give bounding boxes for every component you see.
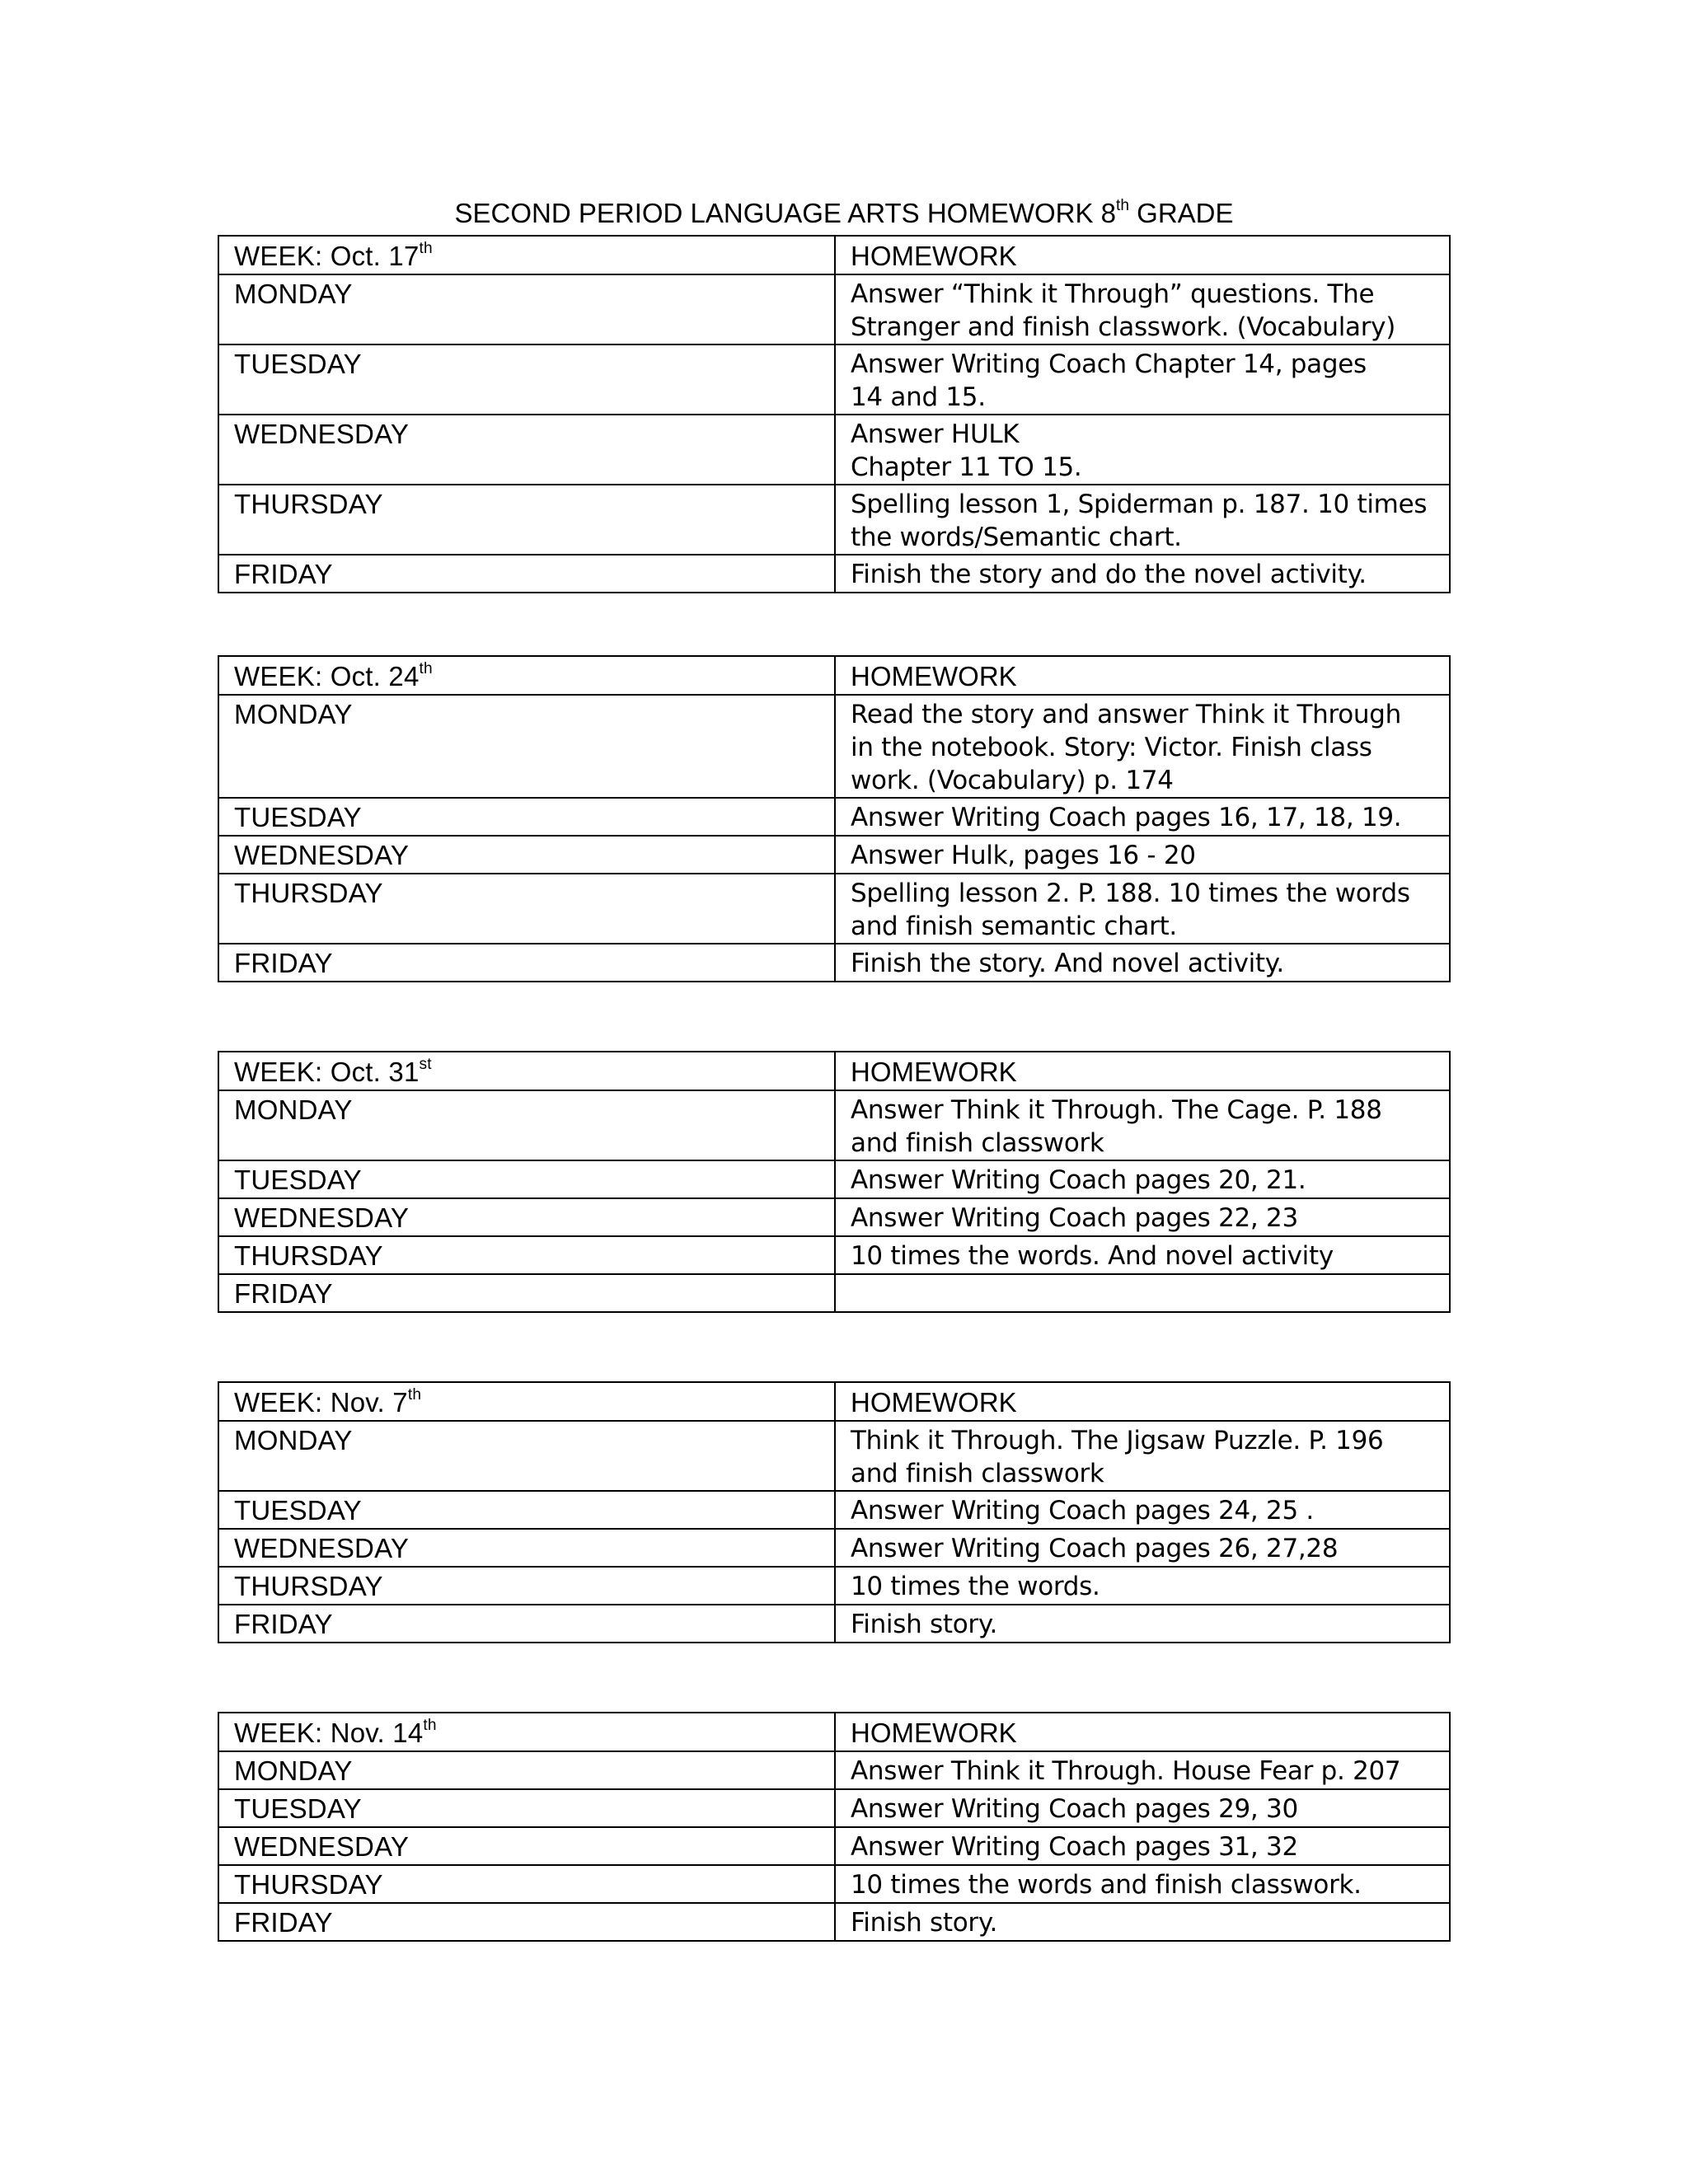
homework-text: 10 times the words. And novel activity xyxy=(835,1236,1450,1274)
week-label: WEEK: Oct. 31st xyxy=(218,1052,835,1090)
homework-text: Answer Hulk, pages 16 - 20 xyxy=(835,836,1450,874)
homework-text: Answer HULK Chapter 11 TO 15. xyxy=(835,415,1450,485)
table-row xyxy=(218,1789,1450,1827)
table-row xyxy=(218,695,1450,798)
day-label: FRIDAY xyxy=(218,1605,835,1643)
homework-text xyxy=(835,1274,1450,1312)
homework-text: Answer “Think it Through” questions. The Stranger and finish classwork. (Vocabulary) xyxy=(835,274,1450,344)
homework-text: Spelling lesson 1, Spiderman p. 187. 10 times the words/Semantic chart. xyxy=(835,485,1450,555)
day-label: TUESDAY xyxy=(218,1789,835,1827)
homework-text: Finish the story and do the novel activity. xyxy=(835,555,1450,593)
day-label: WEDNESDAY xyxy=(218,1198,835,1236)
day-label: MONDAY xyxy=(218,1421,835,1491)
day-label: WEDNESDAY xyxy=(218,415,835,485)
day-label: MONDAY xyxy=(218,1090,835,1160)
day-label: WEDNESDAY xyxy=(218,836,835,874)
day-label: THURSDAY xyxy=(218,1865,835,1903)
table-row xyxy=(218,1605,1450,1643)
week-table-nov-7 xyxy=(218,1381,1451,1643)
homework-text: Answer Writing Coach pages 20, 21. xyxy=(835,1160,1450,1198)
homework-text: Spelling lesson 2. P. 188. 10 times the words and finish semantic chart. xyxy=(835,874,1450,944)
day-label: THURSDAY xyxy=(218,1567,835,1605)
table-row xyxy=(218,1198,1450,1236)
table-row xyxy=(218,555,1450,593)
table-row xyxy=(218,836,1450,874)
homework-text: Answer Writing Coach pages 29, 30 xyxy=(835,1789,1450,1827)
table-row xyxy=(218,1903,1450,1941)
table-row xyxy=(218,1751,1450,1789)
homework-text: 10 times the words. xyxy=(835,1567,1450,1605)
day-label: TUESDAY xyxy=(218,1491,835,1529)
homework-text: Think it Through. The Jigsaw Puzzle. P. 196 and finish classwork xyxy=(835,1421,1450,1491)
table-row xyxy=(218,1274,1450,1312)
day-label: THURSDAY xyxy=(218,485,835,555)
table-row xyxy=(218,415,1450,485)
table-row xyxy=(218,1827,1450,1865)
homework-text: Answer Writing Coach Chapter 14, pages 14 and 15. xyxy=(835,344,1450,415)
homework-text: Answer Writing Coach pages 16, 17, 18, 19. xyxy=(835,798,1450,836)
homework-text: Finish story. xyxy=(835,1605,1450,1643)
day-label: THURSDAY xyxy=(218,1236,835,1274)
day-label: MONDAY xyxy=(218,695,835,798)
week-header-row xyxy=(218,1382,1450,1421)
table-row xyxy=(218,1090,1450,1160)
week-table-oct-24 xyxy=(218,655,1451,982)
table-row xyxy=(218,1421,1450,1491)
title-superscript: th xyxy=(1116,197,1129,215)
week-table-nov-14 xyxy=(218,1712,1451,1942)
homework-text: Answer Think it Through. The Cage. P. 188 and finish classwork xyxy=(835,1090,1450,1160)
table-row xyxy=(218,1567,1450,1605)
week-label: WEEK: Oct. 17th xyxy=(218,236,835,274)
week-header-row xyxy=(218,1052,1450,1090)
homework-text: Answer Writing Coach pages 24, 25 . xyxy=(835,1491,1450,1529)
day-label: FRIDAY xyxy=(218,1903,835,1941)
day-label: MONDAY xyxy=(218,1751,835,1789)
homework-header: HOMEWORK xyxy=(835,1713,1450,1751)
table-row xyxy=(218,1491,1450,1529)
homework-header: HOMEWORK xyxy=(835,236,1450,274)
table-row xyxy=(218,1865,1450,1903)
table-row xyxy=(218,874,1450,944)
day-label: TUESDAY xyxy=(218,798,835,836)
day-label: WEDNESDAY xyxy=(218,1827,835,1865)
day-label: WEDNESDAY xyxy=(218,1529,835,1567)
table-row xyxy=(218,798,1450,836)
page-title xyxy=(0,194,1688,232)
table-row xyxy=(218,1236,1450,1274)
week-table-oct-17 xyxy=(218,235,1451,593)
homework-header: HOMEWORK xyxy=(835,1052,1450,1090)
day-label: FRIDAY xyxy=(218,1274,835,1312)
day-label: TUESDAY xyxy=(218,344,835,415)
homework-text: 10 times the words and finish classwork. xyxy=(835,1865,1450,1903)
week-header-row xyxy=(218,236,1450,274)
day-label: MONDAY xyxy=(218,274,835,344)
table-row xyxy=(218,485,1450,555)
homework-header: HOMEWORK xyxy=(835,656,1450,695)
homework-header: HOMEWORK xyxy=(835,1382,1450,1421)
homework-text: Read the story and answer Think it Through in the notebook. Story: Victor. Finish class work. (Vocabulary) p. 174 xyxy=(835,695,1450,798)
homework-text: Answer Writing Coach pages 22, 23 xyxy=(835,1198,1450,1236)
table-row xyxy=(218,274,1450,344)
week-label: WEEK: Nov. 14th xyxy=(218,1713,835,1751)
day-label: FRIDAY xyxy=(218,555,835,593)
homework-text: Answer Writing Coach pages 26, 27,28 xyxy=(835,1529,1450,1567)
title-text: SECOND PERIOD LANGUAGE ARTS HOMEWORK 8 xyxy=(454,198,1117,228)
week-header-row xyxy=(218,656,1450,695)
week-header-row xyxy=(218,1713,1450,1751)
week-table-oct-31 xyxy=(218,1051,1451,1313)
table-row xyxy=(218,1160,1450,1198)
title-grade: GRADE xyxy=(1128,198,1234,228)
week-label: WEEK: Oct. 24th xyxy=(218,656,835,695)
table-row xyxy=(218,1529,1450,1567)
day-label: FRIDAY xyxy=(218,944,835,982)
table-row xyxy=(218,944,1450,982)
day-label: TUESDAY xyxy=(218,1160,835,1198)
week-label: WEEK: Nov. 7th xyxy=(218,1382,835,1421)
homework-text: Answer Writing Coach pages 31, 32 xyxy=(835,1827,1450,1865)
table-row xyxy=(218,344,1450,415)
homework-text: Answer Think it Through. House Fear p. 207 xyxy=(835,1751,1450,1789)
day-label: THURSDAY xyxy=(218,874,835,944)
homework-text: Finish the story. And novel activity. xyxy=(835,944,1450,982)
homework-text: Finish story. xyxy=(835,1903,1450,1941)
